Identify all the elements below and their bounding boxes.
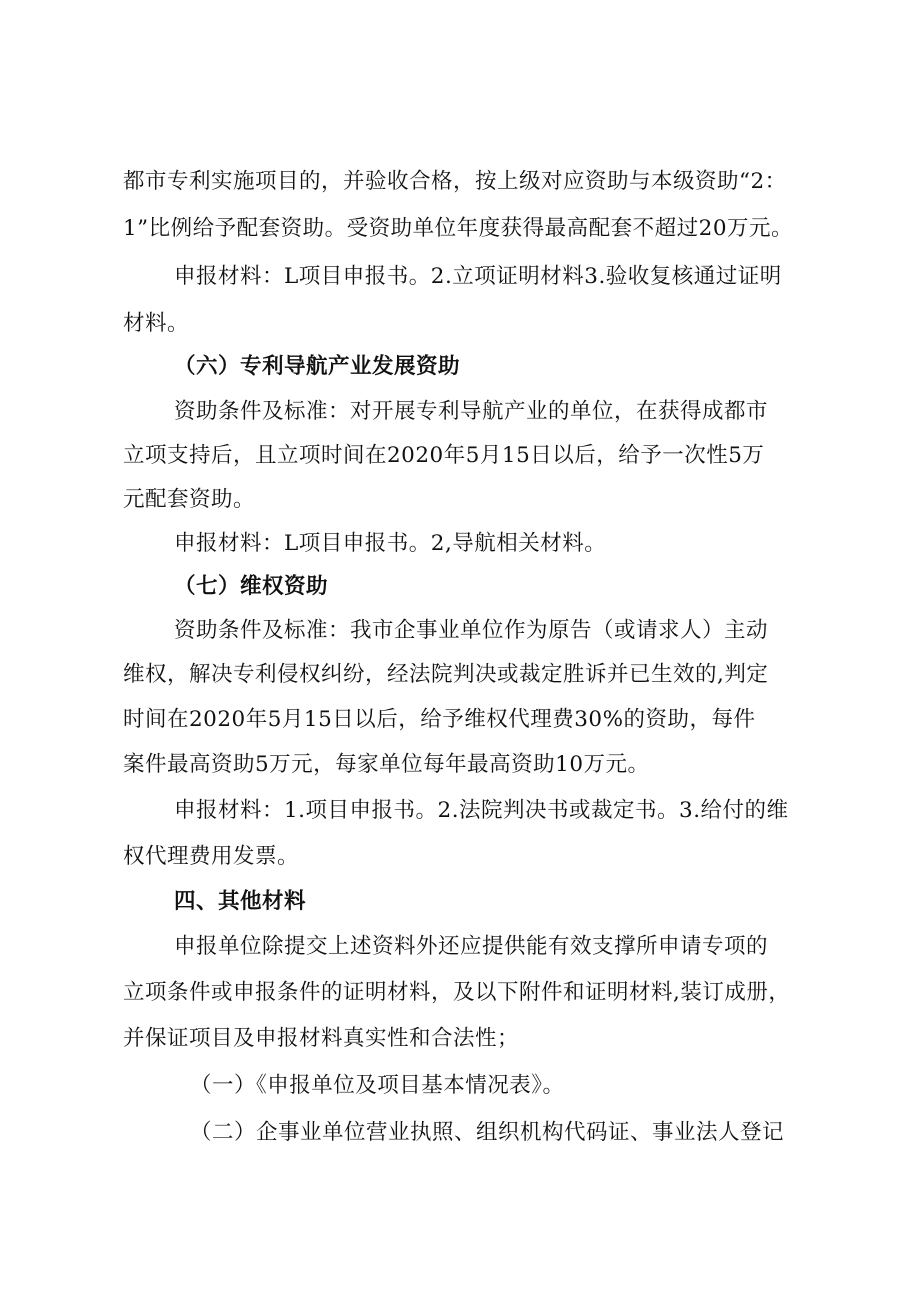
body-text-line: 资助条件及标准：我市企事业单位作为原告（或请求人）主动 bbox=[174, 618, 769, 643]
section-heading: （七）维权资助 bbox=[174, 574, 329, 599]
body-text-line: 维权，解决专利侵权纠纷，经法院判决或裁定胜诉并已生效的,判定 bbox=[123, 662, 769, 687]
body-text-line: 时间在2020年5月15日以后，给予维权代理费30%的资助，每件 bbox=[123, 707, 756, 732]
body-text-line: 申报材料：L项目申报书。2,导航相关材料。 bbox=[174, 531, 607, 556]
body-text-line: 都市专利实施项目的，并验收合格，按上级对应资助与本级资助“2： bbox=[123, 169, 787, 194]
body-text-line: 案件最高资助5万元，每家单位每年最高资助10万元。 bbox=[123, 752, 650, 777]
body-text-line: 申报材料：L项目申报书。2.立项证明材料3.验收复核通过证明 bbox=[174, 264, 782, 289]
body-text-line: 1”比例给予配套资助。受资助单位年度获得最高配套不超过20万元。 bbox=[123, 216, 794, 241]
list-item: （一）《申报单位及项目基本情况表》。 bbox=[190, 1073, 565, 1098]
body-text-line: 资助条件及标准：对开展专利导航产业的单位，在获得成都市 bbox=[174, 399, 769, 424]
list-item: （二）企事业单位营业执照、组织机构代码证、事业法人登记 bbox=[190, 1120, 785, 1145]
body-text-line: 立项条件或申报条件的证明材料，及以下附件和证明材料,装订成册， bbox=[123, 980, 791, 1005]
body-text-line: 申报单位除提交上述资料外还应提供能有效支撑所申请专项的 bbox=[174, 934, 769, 959]
section-heading: （六）专利导航产业发展资助 bbox=[174, 354, 461, 379]
body-text-line: 申报材料：1.项目申报书。2.法院判决书或裁定书。3.给付的维 bbox=[174, 798, 789, 823]
section-heading: 四、其他材料 bbox=[174, 889, 307, 914]
body-text-line: 材料。 bbox=[123, 311, 190, 336]
body-text-line: 权代理费用发票。 bbox=[123, 844, 300, 869]
body-text-line: 元配套资助。 bbox=[123, 487, 256, 512]
body-text-line: 立项支持后，且立项时间在2020年5月15日以后，给予一次性5万 bbox=[123, 443, 765, 468]
body-text-line: 并保证项目及申报材料真实性和合法性； bbox=[123, 1026, 520, 1051]
